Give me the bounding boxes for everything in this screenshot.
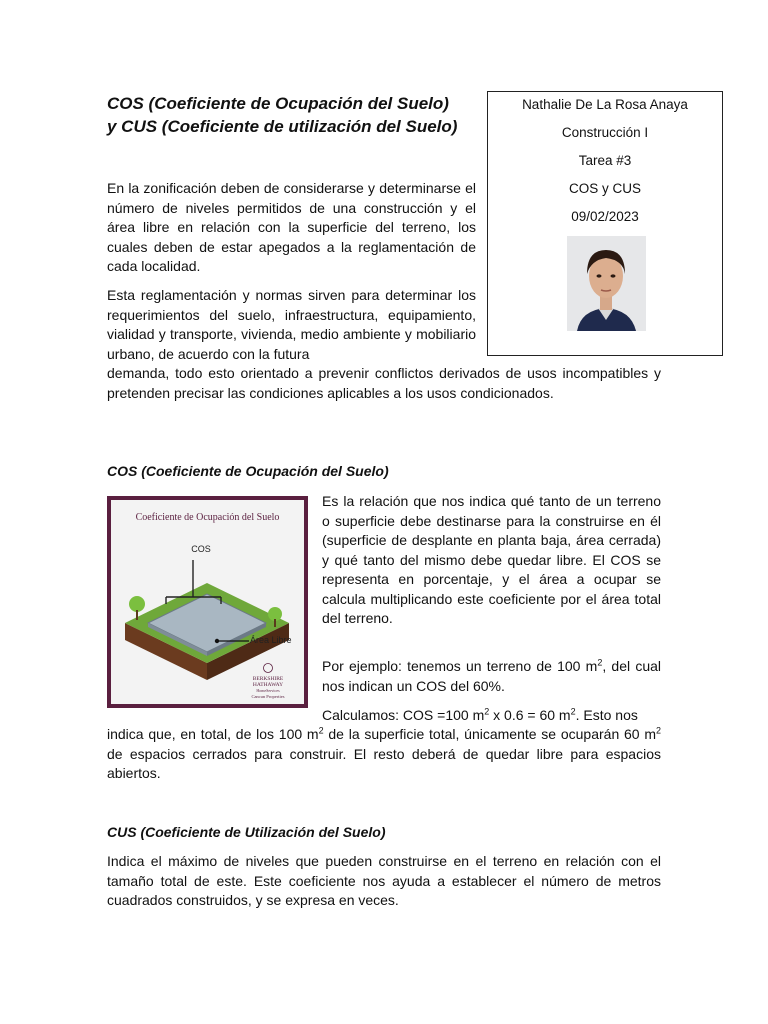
- document-title: [107, 92, 479, 138]
- assignment-number: Tarea #3: [578, 153, 632, 168]
- assignment-date: 09/02/2023: [571, 209, 639, 224]
- brand-logo-icon: [264, 664, 273, 673]
- cos-diagram-figure: [107, 496, 308, 708]
- title-line-1: COS (Coeficiente de Ocupación del Suelo): [107, 94, 449, 113]
- cos-heading: COS (Coeficiente de Ocupación del Suelo): [107, 463, 389, 479]
- intro-paragraph-2b: demanda, todo esto orientado a prevenir conflictos derivados de usos incompatibles y pretenden precisar las condiciones aplicables a los usos condicionados.: [107, 365, 661, 401]
- course-name: Construcción I: [561, 125, 649, 140]
- title-line-2: y CUS (Coeficiente de utilización del Suelo): [107, 117, 458, 136]
- cos-definition-paragraph: Es la relación que nos indica qué tanto de un terreno o superficie debe destinarse para la construirse en él (superficie de desplante en planta baja, área cerrada) y qué tanto del mismo debe quedar libre. El COS se representa en porcentaje, y el área a ocupar se calcula multiplicando este coeficiente por el área total del terreno.: [322, 493, 661, 626]
- figure-label-area-libre: Área Libre: [250, 635, 292, 645]
- intro-paragraph-2a: Esta reglamentación y normas sirven para determinar los requerimientos del suelo, infraestructura, equipamiento, vialidad y transporte, vivienda, medio ambiente y mobiliario urbano, de acuerdo con la futura: [107, 287, 476, 362]
- cus-heading: CUS (Coeficiente de Utilización del Suelo): [107, 824, 386, 840]
- cos-calculation-line: Calculamos: COS =100 $m^2$ x 0.6 = 60 $m^2$. Esto nos: [322, 706, 638, 723]
- cos-example-paragraph: Por ejemplo: tenemos un terreno de 100 $m^2$, del cual nos indican un COS del 60%.: [322, 657, 661, 694]
- figure-title: Coeficiente de Ocupación del Suelo: [135, 512, 280, 523]
- assignment-topic: COS y CUS: [568, 181, 641, 196]
- cus-definition-paragraph: Indica el máximo de niveles que pueden construirse en el terreno en relación con el tamaño total de este. Este coeficiente nos ayuda a establecer el número de metros cuadrados construidos, y se expresa en veces.: [107, 853, 661, 908]
- brand-text: BERKSHIRE HATHAWAY HomeServices Cancun Properties: [251, 676, 285, 699]
- author-name: Nathalie De La Rosa Anaya: [522, 97, 688, 112]
- student-portrait-photo: [567, 236, 646, 331]
- land-plot-illustration: [111, 500, 304, 704]
- author-info-box: [487, 91, 723, 356]
- portrait-illustration: [567, 236, 646, 331]
- intro-paragraph-1: En la zonificación deben de considerarse y determinarse el número de niveles permitidos de una construcción y el área libre en relación con la superficie del terreno, los cuales deben de estar apegados a la reglamentación de cada localidad.: [107, 180, 476, 274]
- cos-calculation-explanation: indica que, en total, de los 100 $m^2$ de la superficie total, únicamente se ocuparán 60 $m^2$ de espacios cerrados para construir. El resto deberá de quedar libre para espacios abiertos.: [107, 725, 662, 781]
- figure-label-cos: COS: [191, 544, 211, 554]
